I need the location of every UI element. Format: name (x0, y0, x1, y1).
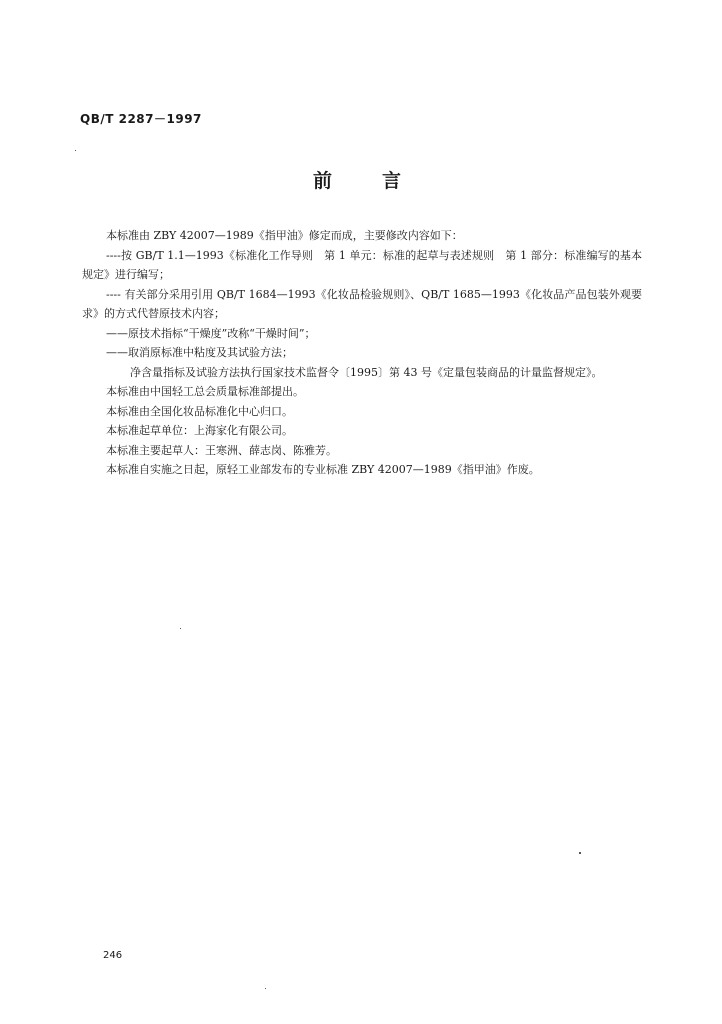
paragraph-change-5: 净含量指标及试验方法执行国家技术监督令〔1995〕第 43 号《定量包装商品的计量监督规定》。 (130, 365, 603, 379)
standard-code: QB/T 2287－1997 (80, 112, 202, 126)
paragraph-change-3: ——原技术指标“干燥度”改称“干燥时间”； (106, 326, 316, 340)
paragraph-proposer: 本标准由中国轻工总会质量标准部提出。 (106, 385, 304, 398)
document-body (82, 226, 642, 480)
paragraph-change-2: ---- 有关部分采用引用 QB/T 1684—1993《化妆品检验规则》、QB/T 1685—1993《化妆品产品包装外观要求》的方式代替原技术内容； (82, 287, 642, 320)
paragraph-supersedes: 本标准自实施之日起，原轻工业部发布的专业标准 ZBY 42007—1989《指甲油》作废。 (106, 463, 540, 476)
paragraph-change-1: ----按 GB/T 1.1—1993《标准化工作导则 第 1 单元：标准的起草与表述规则 第 1 部分：标准编写的基本规定》进行编写； (82, 248, 642, 281)
scan-speck (180, 628, 181, 629)
paragraph-drafters: 本标准主要起草人：王寒洲、薛志岗、陈雅芳。 (106, 443, 337, 457)
page-number: 246 (103, 950, 123, 961)
scan-speck (75, 150, 76, 151)
scan-speck (579, 852, 581, 854)
paragraph-change-4: ——取消原标准中粘度及其试验方法； (106, 346, 293, 359)
paragraph-intro: 本标准由 ZBY 42007—1989《指甲油》修定而成，主要修改内容如下： (106, 229, 463, 242)
page-title: 前言 (313, 170, 452, 192)
scan-speck (265, 988, 266, 989)
paragraph-drafting-unit: 本标准起草单位：上海家化有限公司。 (106, 424, 293, 437)
paragraph-administrator: 本标准由全国化妆品标准化中心归口。 (106, 404, 293, 418)
